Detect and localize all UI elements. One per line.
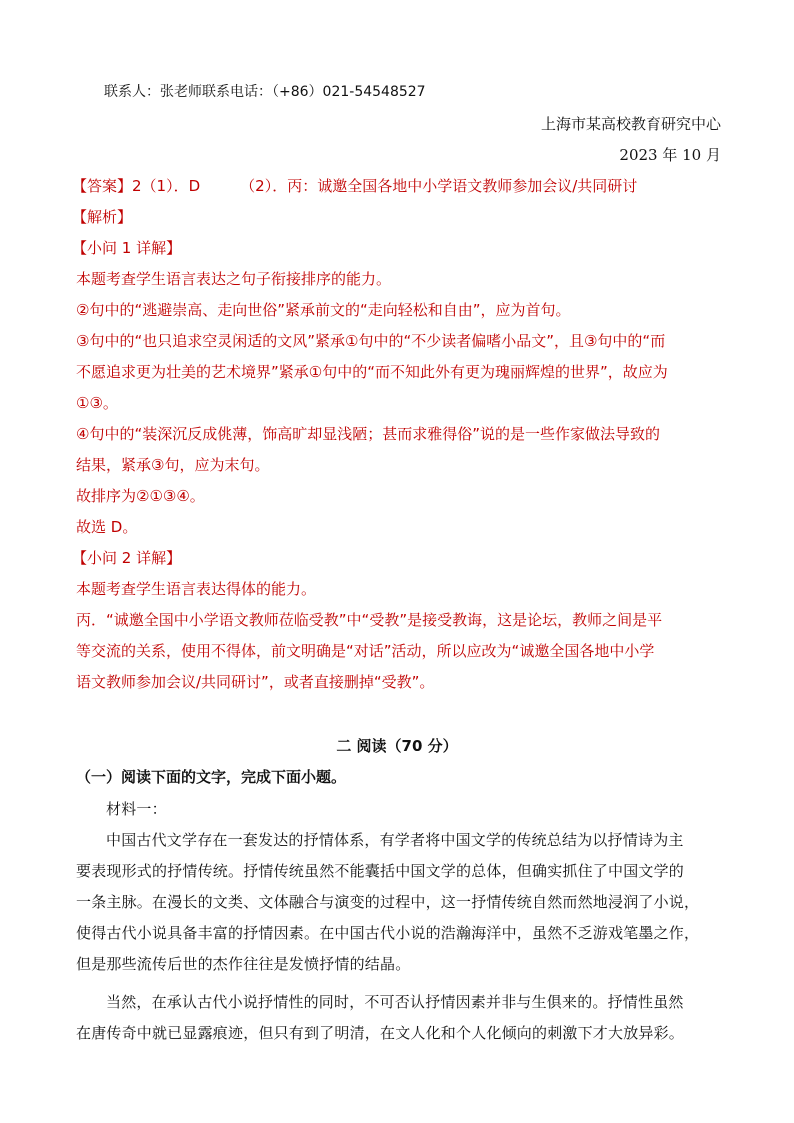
material-label: 材料一： [106,800,167,818]
passage-line-4: 使得古代小说具备丰富的抒情因素。在中国古代小说的浩瀚海洋中，虽然不乏游戏笔墨之作， [76,924,700,942]
q2-line-3: 等交流的关系，使用不得体，前文明确是“对话”活动，所以应改为“诚邀全国各地中小学 [76,642,655,660]
analysis-tag: 【解析】 [72,208,133,226]
answer-tag: 【答案】 [72,177,133,195]
q1-tag: 【小问 1 详解】 [72,239,182,257]
organization-name: 上海市某高校教育研究中心 [540,115,721,133]
q1-line-5: ①③。 [76,394,118,412]
passage-line-6: 当然，在承认古代小说抒情性的同时，不可否认抒情因素并非与生俱来的。抒情性虽然 [106,993,684,1011]
q2-line-4: 语文教师参加会议/共同研讨”，或者直接删掉“受教”。 [76,673,435,691]
section-title: 二 阅读（70 分） [336,737,458,755]
q1-line-7: 结果，紧承③句，应为末句。 [76,456,270,474]
answer-part-2: （2）．丙：诚邀全国各地中小学语文教师参加会议/共同研讨 [240,177,638,195]
passage-line-2: 要表现形式的抒情传统。抒情传统虽然不能囊括中国文学的总体，但确实抓住了中国文学的 [76,862,685,880]
q1-line-9: 故选 D。 [76,518,138,536]
q2-line-1: 本题考查学生语言表达得体的能力。 [76,580,317,598]
answer-line [72,176,717,196]
q1-line-4: 不愿追求更为壮美的艺术境界”紧承①句中的“而不知此外有更为瑰丽辉煌的世界”，故应为 [76,363,668,381]
q1-line-6: ④句中的“装深沉反成佻薄，饰高旷却显浅陋；甚而求雅得俗”说的是一些作家做法导致的 [76,425,660,443]
q1-line-1: 本题考查学生语言表达之句子衔接排序的能力。 [76,270,392,288]
q1-line-3: ③句中的“也只追求空灵闲适的文风”紧承①句中的“不少读者偏嗜小品文”，且③句中的“而 [76,332,666,350]
document-date: 2023 年 10 月 [619,146,721,164]
q1-line-2: ②句中的“逃避崇高、走向世俗”紧承前文的“走向轻松和自由”，应为首句。 [76,301,571,319]
passage-line-7: 在唐传奇中就已显露痕迹，但只有到了明清，在文人化和个人化倾向的刺激下才大放异彩。 [76,1024,685,1042]
q1-line-8: 故排序为②①③④。 [76,487,205,505]
passage-line-5: 但是那些流传后世的杰作往往是发愤抒情的结晶。 [76,955,411,973]
q2-line-2: 丙．“诚邀全国中小学语文教师莅临受教”中“受教”是接受教诲，这是论坛，教师之间是平 [76,611,663,629]
passage-line-3: 一条主脉。在漫长的文类、文体融合与演变的过程中，这一抒情传统自然而然地浸润了小说， [76,893,700,911]
answer-part-1: 2（1）．D [132,177,201,195]
q2-tag: 【小问 2 详解】 [72,549,182,567]
section-subtitle: （一）阅读下面的文字，完成下面小题。 [76,768,347,786]
contact-line: 联系人：张老师联系电话：（+86）021-54548527 [104,84,426,100]
passage-line-1: 中国古代文学存在一套发达的抒情体系，有学者将中国文学的传统总结为以抒情诗为主 [106,831,684,849]
